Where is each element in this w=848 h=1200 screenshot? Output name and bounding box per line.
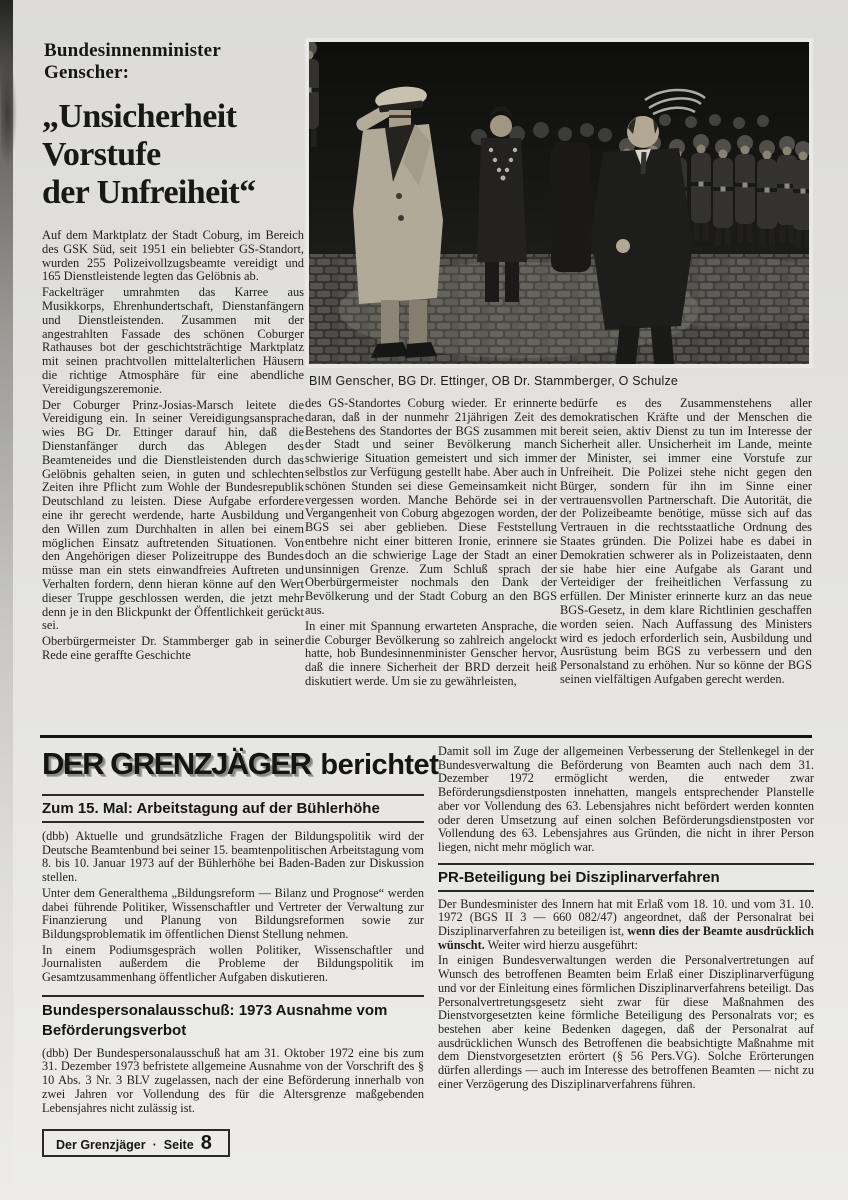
subhead-line: Bundespersonalausschuß: 1973 Ausnahme vom — [42, 1001, 388, 1019]
logo-suffix-label: berichtet — [320, 749, 439, 781]
photo-caption: BIM Genscher, BG Dr. Ettinger, OB Dr. Stammberger, O Schulze — [309, 374, 679, 388]
kicker-line: Bundesinnenminister — [44, 40, 221, 61]
top-article-column-3 — [560, 397, 812, 689]
article-paragraph: In einem Podiumsgespräch wollen Politiker, Wissenschaftler und Journalisten außerdem die Probleme der Bildungspolitik im Gesamtzusammenhang öffentlicher Aufgaben diskutieren. — [42, 942, 424, 985]
subhead-bundespersonalausschuss-block — [42, 995, 424, 1041]
footer-publication: Der Grenzjäger — [56, 1138, 146, 1153]
article-paragraph: Unter dem Generalthema „Bildungsreform — Bilanz und Prognose“ werden dabei führende Politiker, Wissenschaftler und Vertreter der Verwaltung zur Finanzierung und Planung von Bildungsreformen sowie zur Bildungsproblematik im öffentlichen Dienst Stellung nehmen. — [42, 885, 424, 941]
grenzjaeger-logo — [42, 746, 439, 792]
rule-above-subhead — [42, 995, 424, 997]
ceremony-photo — [305, 38, 813, 368]
article-paragraph: Der Coburger Prinz-Josias-Marsch leitete die Vereidigung ein. In seiner Vereidigungsansprache wies BG Dr. Ettinger darauf hin, daß die Dienstanfänger durch das Ablegen des Beamteneides und die Dienstleistenden durch das Gelöbnis gehalten seien, in guten und schlechten Zeiten ihre Pflicht zum Wohle der Bundesrepublik Deutschland zu leisten. Diese Aufgabe erfordere eine ihr gerecht werdende, harte Ausbildung und den Willen zum Durchhalten in allen bei einem möglichen Einsatz auftretenden Situationen. Von den Angehörigen dieser Polizeitruppe des Bundes müsse man ein stets einwandfreies Auftreten und Verhalten fordern, denn hieran könne auf den Wert dieser Truppe geschlossen werden, die jetzt mehr denn je in den Blickpunkt der Öffentlichkeit gerückt sei. — [42, 397, 304, 633]
footer-page-label: Seite — [163, 1138, 194, 1153]
logo-wordmark: DER GRENZJÄGER — [42, 746, 311, 781]
article-paragraph: Damit soll im Zuge der allgemeinen Verbesserung der Stellenkegel in der Bundesverwaltung die Beförderung von Beamten auch nach dem 31. Dezember 1972 ermöglicht werden, die entweder zwar Beförderungsdienstposten innehatten, mangels entsprechender Planstelle aber vor Vollendung des 63. Lebensjahres nicht befördert werden konnten oder deren Umsetzung auf einen solchen Beförderungsdienstposten vor Vollendung des 63. Lebensjahres aus Gründen, die nicht in ihrer Person liegen, nicht mehr möglich war. — [438, 744, 814, 854]
background-figure — [551, 142, 591, 272]
top-article-column-2 — [305, 397, 557, 691]
article-paragraph — [438, 898, 814, 953]
article-paragraph: Fackelträger umrahmten das Karree aus Musikkorps, Ehrenhundertschaft, Dienstanfängern und Dienstleistenden. Zusammen mit der angestrahlten Fassade des schönen Coburger Rathauses bot der geschichtsträchtige Marktplatz mit seinen prachtvollen mittelalterlichen Häusern die richtige Atmosphäre für eine abendliche Vereidigungszeremonie. — [42, 285, 304, 396]
top-article-column-1 — [42, 229, 304, 665]
subhead-pr-beteiligung: PR-Beteiligung bei Disziplinarverfahren — [438, 868, 720, 886]
article-paragraph: bedürfe es des Zusammenstehens aller demokratischen Kräfte und der Menschen die bereit seien, aktiv Dienst zu tun im Interesse der Sicherheit aller. Unsicherheit im Lande, meinte der Minister, sei immer eine Vorstufe zur Unfreiheit. Die Polizei stehe nicht gegen den Bürger, sondern für ihn im Sinne einer vertrauensvollen Partnerschaft. Die Autorität, die der Polizeibeamte benötige, müsse sich auf das Vertrauen in die rechtsstaatliche Ordnung des Staates gründen. Die Polizei habe es dabei in Demokratien schwerer als in Polizeistaaten, denn sie habe hier eine Aufgabe als Garant und Verteidiger der freiheitlichen Verfassung zu erfüllen. Der Minister erinnerte kurz an das neue BGS-Gesetz, in dem klare Richtlinien geschaffen worden seien. Nach Auffassung des Ministers wird es jedoch erforderlich sein, Ausbildung und Ausrüstung beim BGS zu verbessern und den Personalstand zu erhöhen. Nur so könne der BGS seinen vielfältigen Aufgaben gerecht werden. — [560, 396, 812, 686]
footer-separator: · — [152, 1138, 157, 1153]
rule-above-subhead — [438, 863, 814, 865]
scan-smudge-artifact — [1, 58, 17, 168]
rule-below-subhead — [42, 821, 424, 823]
lower-right-column — [438, 745, 814, 1093]
article-headline — [42, 98, 308, 212]
headline-line: „Unsicherheit — [42, 98, 237, 135]
article-paragraph: (dbb) Der Bundespersonalausschuß hat am 31. Oktober 1972 eine bis zum 31. Dezember 1973 befristete allgemeine Ausnahme von der Vorschrift des § 10 Abs. 3 Nr. 3 BLV zugelassen, nach der eine Beförderung innerhalb von zwei Jahren vor Vollendung des für die Altersgrenze maßgebenden Lebensjahres nicht zulässig ist. — [42, 1045, 424, 1115]
paragraph-text: Der Bundesminister des Innern hat mit Erlaß vom 18. 10. und vom 31. 10. 1972 (BGS II 3 — 660 082/47) angeordnet, daß der Personalrat bei Disziplinarverfahren zu beteiligen ist, — [438, 896, 814, 939]
rule-above-subhead — [42, 794, 424, 796]
paragraph-bold-text: wenn dies der Beamte ausdrücklich wünscht. — [438, 924, 814, 952]
subhead-arbeitstagung: Zum 15. Mal: Arbeitstagung auf der Bühlerhöhe — [42, 800, 380, 817]
article-paragraph: In einigen Bundesverwaltungen werden die Personalvertretungen auf Wunsch des betroffenen Beamten beim Erlaß einer Disziplinarverfügung und vor der Einleitung eines förmlichen Disziplinarverfahrens beteiligt. Das Personalvertretungsgesetz sieht zwar für diese Maßnahmen des Dienstvorgesetzten keine förmliche Beteiligung des Personalrats vor; es bestehen aber keine Bedenken dagegen, daß der Personalrat auf ausdrücklichen Wunsch des Betroffenen die beabsichtigte Maßnahme mit dem Dienstvorgesetzten erörtert (§ 56 Pers.VG). Solche Erörterungen dürfen allerdings — auch im Interesse des betroffenen Beamten — nicht zu einer Verzögerung des Disziplinarverfahrens führen. — [438, 953, 814, 1091]
kicker-line: Genscher: — [44, 62, 130, 83]
article-paragraph: des GS-Standortes Coburg wieder. Er erinnerte daran, daß in der nunmehr 21jährigen Zeit des Bestehens des Standortes der BGS zusammen mit der Stadt und seiner Bevölkerung manch schwierige Situation gemeistert und sich immer selbstlos zur Verfügung gestellt habe. Aber auch in schönen Stunden sei diese Gemeinsamkeit nicht vergessen worden. Manche Behörde sei in der Vergangenheit von Coburg abgezogen worden, der BGS sei aber geblieben. Diese Feststellung entbehre nicht einer bitteren Ironie, erinnere sie doch an die schwierige Lage der Stadt an einer unsinnigen Grenze. Zum Schluß sprach der Oberbürgermeister nochmals den Dank der Bevölkerung und der Stadt Coburg an den BGS aus. — [305, 396, 557, 617]
article-paragraph: Oberbürgermeister Dr. Stammberger gab in seiner Rede eine geraffte Geschichte — [42, 634, 304, 662]
article-paragraph: In einer mit Spannung erwarteten Ansprache, die die Coburger Bevölkerung so zahlreich angelockt hatte, hob Bundesinnenminister Genscher hervor, daß die innere Sicherheit der BRD derzeit heiß diskutiert werde. Um sie zu gewährleisten, — [305, 618, 557, 688]
article-kicker — [44, 40, 304, 84]
rule-below-subhead — [438, 890, 814, 892]
article-paragraph: (dbb) Aktuelle und grundsätzliche Fragen der Bildungspolitik wird der Deutsche Beamtenbund bei seiner 15. beamtenpolitischen Arbeitstagung vom 8. bis 10. Januar 1973 auf der Bühlerhöhe bei Baden-Baden zur Diskussion stellen. — [42, 829, 424, 885]
paragraph-text: Weiter wird hierzu ausgeführt: — [484, 937, 638, 952]
headline-line: der Unfreiheit“ — [42, 174, 256, 211]
section-divider-rule — [40, 735, 812, 738]
scan-edge-artifact — [0, 0, 13, 1200]
subhead-line: Beförderungsverbot — [42, 1021, 187, 1039]
lower-left-column — [42, 746, 439, 1157]
footer-page-number: 8 — [200, 1132, 212, 1155]
arbeitstagung-text — [42, 830, 424, 985]
article-paragraph: Auf dem Marktplatz der Stadt Coburg, im Bereich des GSK Süd, seit 1951 ein beliebter GS-Standort, wurden 255 Polizeivollzugsbeamte vereidigt und 165 Dienstleistende legten das Gelöbnis ab. — [42, 228, 304, 284]
headline-line: Vorstufe — [42, 136, 161, 173]
page-footer-box — [42, 1129, 230, 1157]
ceremony-photo-graphic — [309, 42, 809, 364]
subhead-bundespersonalausschuss — [42, 1001, 424, 1041]
